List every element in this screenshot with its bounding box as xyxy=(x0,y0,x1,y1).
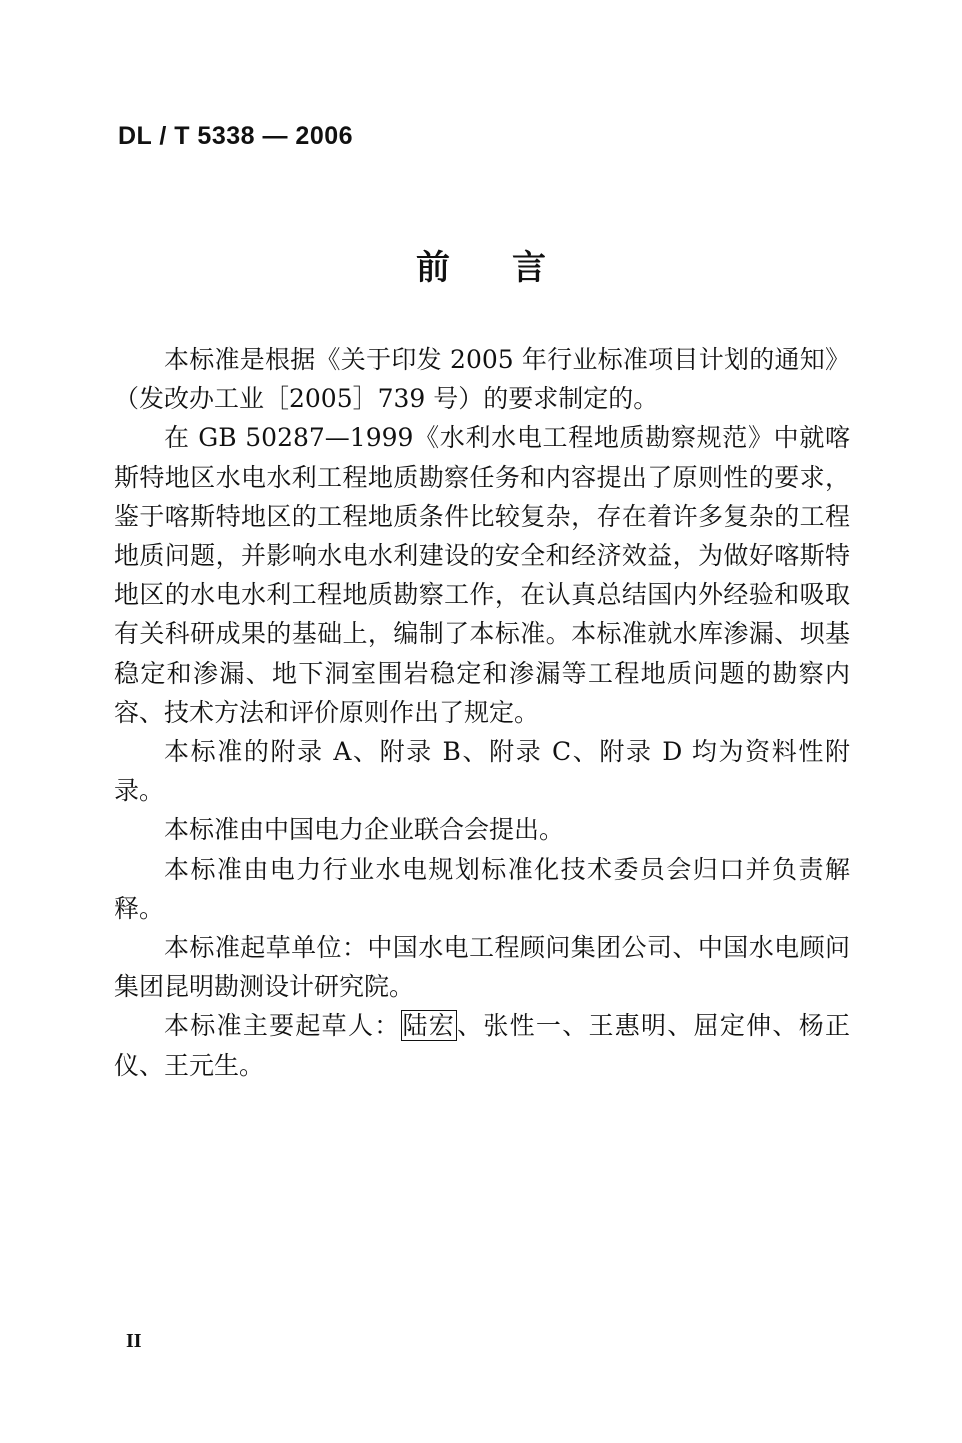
page-title: 前言 xyxy=(416,248,608,288)
page-number: II xyxy=(126,1330,142,1352)
standard-code-header: DL / T 5338 — 2006 xyxy=(118,122,354,150)
boxed-drafter-name: 陆宏 xyxy=(402,1011,456,1041)
paragraph-2: 在 GB 50287—1999《水利水电工程地质勘察规范》中就喀斯特地区水电水利工程地质勘察任务和内容提出了原则性的要求，鉴于喀斯特地区的工程地质条件比较复杂，存在着许多复杂的工程地质问题，并影响水电水利建设的安全和经济效益，为做好喀斯特地区的水电水利工程地质勘察工作，在认真总结国内外经验和吸取有关科研成果的基础上，编制了本标准。本标准就水库渗漏、坝基稳定和渗漏、地下洞室围岩稳定和渗漏等工程地质问题的勘察内容、技术方法和评价原则作出了规定。 xyxy=(114,423,850,727)
drafters-label: 本标准主要起草人： xyxy=(164,1011,401,1041)
drafters-list: 、张性一、王惠明、屈定伸、杨正仪、王元生。 xyxy=(114,1011,850,1080)
paragraph-6: 本标准起草单位：中国水电工程顾问集团公司、中国水电顾问集团昆明勘测设计研究院。 xyxy=(114,933,850,1002)
paragraph-1: 本标准是根据《关于印发 2005 年行业标准项目计划的通知》（发改办工业［2005］739 号）的要求制定的。 xyxy=(114,345,850,414)
paragraph-3: 本标准的附录 A、附录 B、附录 C、附录 D 均为资料性附录。 xyxy=(114,737,850,806)
paragraph-4: 本标准由中国电力企业联合会提出。 xyxy=(164,815,565,845)
paragraph-5: 本标准由电力行业水电规划标准化技术委员会归口并负责解释。 xyxy=(114,854,850,923)
preface-body xyxy=(114,340,850,1085)
paragraph-7 xyxy=(114,1006,850,1084)
